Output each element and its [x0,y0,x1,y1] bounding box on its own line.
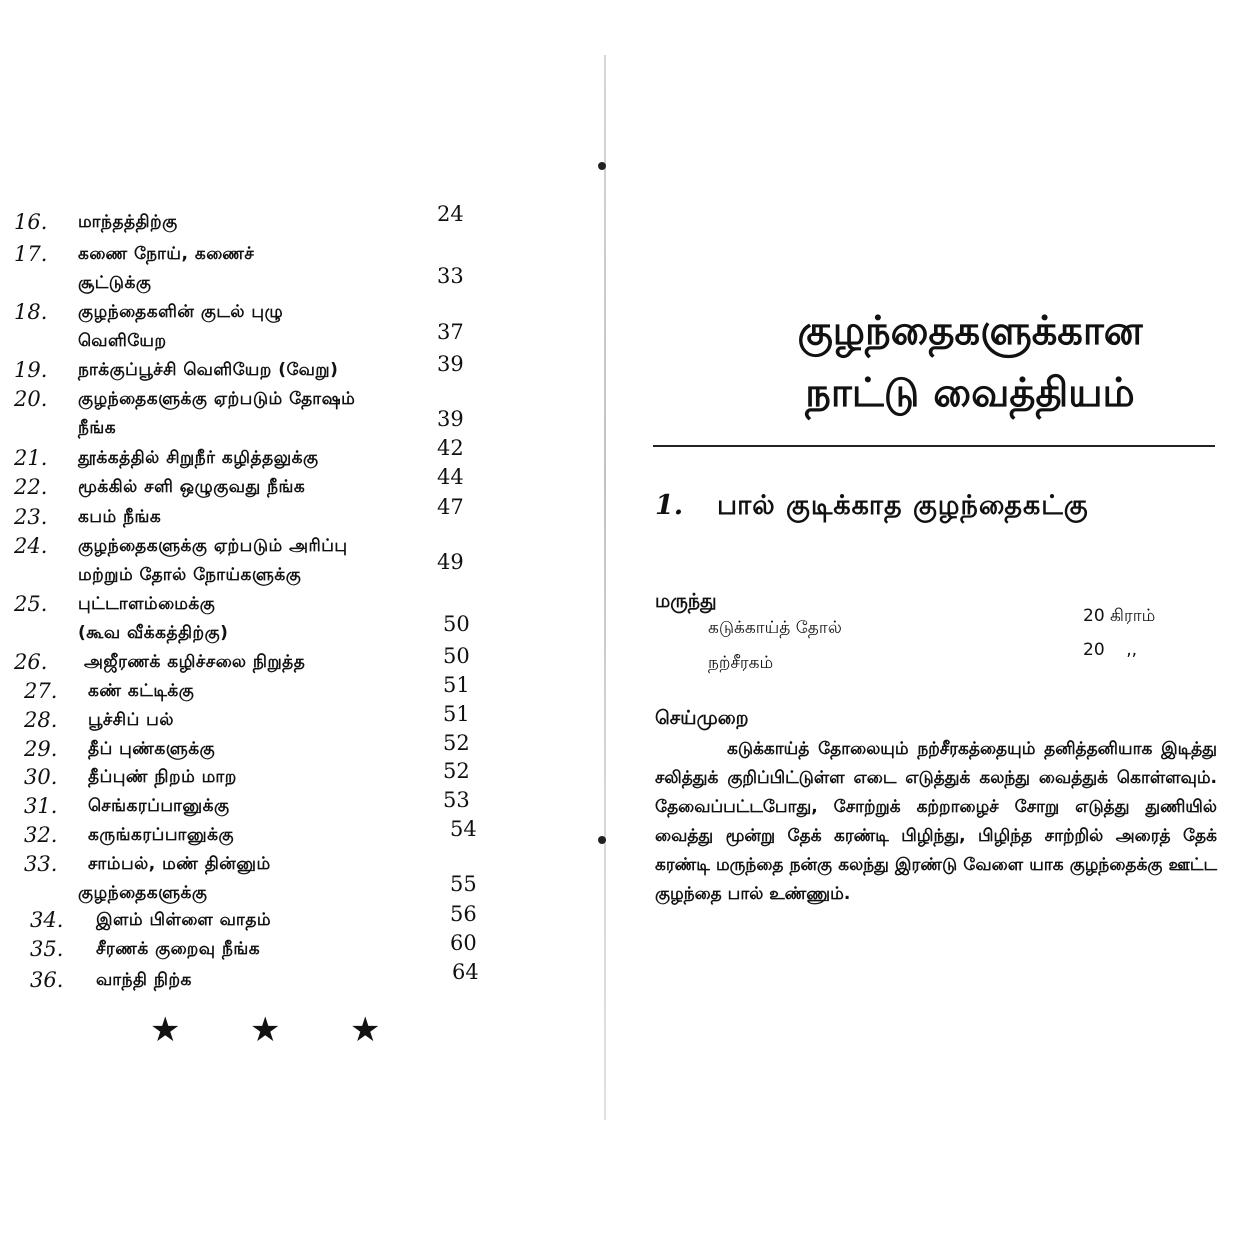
toc-title: கணை நோய், கணைச் [78,244,255,264]
toc-page-number: 64 [452,960,479,984]
toc-page-number: 37 [437,320,464,344]
toc-page-number: 47 [437,495,464,519]
toc-number: 19. [14,358,48,382]
toc-number: 33. [24,852,58,876]
toc-title-continued: குழந்தைகளுக்கு [78,883,208,903]
toc-number: 17. [14,242,48,266]
star-icon: ★ [250,1010,281,1050]
toc-title-continued: வெளியேற [78,331,167,351]
ingredient-name: கடுக்காய்த் தோல் [708,618,842,638]
binding-mark [598,836,606,844]
toc-title: கண் கட்டிக்கு [88,681,195,701]
method-heading: செய்முறை [655,707,749,729]
ingredient-quantity: 20 ,, [1083,640,1138,660]
toc-number: 28. [24,708,58,732]
toc-number: 35. [30,937,64,961]
toc-title-continued: (கூவ வீக்கத்திற்கு) [78,623,229,643]
right-page [610,0,1240,1240]
toc-number: 23. [14,505,48,529]
toc-number: 34. [30,908,64,932]
title-divider [653,445,1215,447]
toc-title: தீப் புண்களுக்கு [88,739,216,759]
toc-page-number: 33 [437,264,464,288]
book-title-line-2: நாட்டு வைத்தியம் [805,369,1135,416]
toc-page-number: 49 [437,550,464,574]
medicine-heading: மருந்து [655,590,717,612]
toc-page-number: 51 [443,702,470,726]
toc-title: குழந்தைகளுக்கு ஏற்படும் தோஷம் [78,389,356,409]
toc-title: குழந்தைகளுக்கு ஏற்படும் அரிப்பு [78,536,348,556]
toc-title: சீரணக் குறைவு நீங்க [96,939,261,959]
toc-title: இளம் பிள்ளை வாதம் [96,910,272,930]
toc-title: நாக்குப்பூச்சி வெளியேற (வேறு) [78,360,339,380]
toc-number: 31. [24,794,58,818]
ingredient-name: நற்சீரகம் [708,653,774,673]
toc-title: வாந்தி நிற்க [96,970,192,990]
toc-title: புட்டாளம்மைக்கு [78,594,216,614]
toc-page-number: 42 [437,436,464,460]
toc-page-number: 60 [450,931,477,955]
toc-page-number: 51 [443,673,470,697]
left-page [0,0,600,1240]
toc-number: 26. [14,650,48,674]
chapter-title: பால் குடிக்காத குழந்தைகட்கு [717,490,1089,521]
toc-page-number: 50 [443,612,470,636]
toc-page-number: 39 [437,352,464,376]
toc-number: 27. [24,679,58,703]
toc-title: மூக்கில் சளி ஒழுகுவது நீங்க [78,477,306,497]
star-icon: ★ [150,1010,181,1050]
toc-title: குழந்தைகளின் குடல் புழு [78,302,284,322]
toc-title: பூச்சிப் பல் [88,710,174,730]
toc-title: கபம் நீங்க [78,507,162,527]
page-gutter [604,55,606,1120]
binding-mark [598,162,606,170]
ingredient-quantity: 20 கிராம் [1083,606,1156,626]
toc-number: 21. [14,446,48,470]
toc-page-number: 50 [443,644,470,668]
toc-number: 16. [14,210,48,234]
toc-title: தூக்கத்தில் சிறுநீர் கழித்தலுக்கு [78,448,319,468]
toc-page-number: 56 [450,902,477,926]
toc-number: 18. [14,300,48,324]
toc-title: சாம்பல், மண் தின்னும் [88,854,271,874]
toc-number: 36. [30,968,64,992]
toc-title: செங்கரப்பானுக்கு [88,796,230,816]
toc-number: 30. [24,765,58,789]
toc-page-number: 44 [437,465,464,489]
toc-title-continued: நீங்க [78,418,117,438]
toc-title-continued: சூட்டுக்கு [78,273,152,293]
toc-number: 22. [14,475,48,499]
method-paragraph: கடுக்காய்த் தோலையும் நற்சீரகத்தையும் தனித்தனியாக இடித்து சலித்துக் குறிப்பிட்டுள்ள எடை எடுத்துக் கலந்து வைத்துக் கொள்ளவும். தேவைப்பட்டபோது, சோற்றுக் கற்றாழைச் சோறு எடுத்து துணியில் வைத்து மூன்று தேக் கரண்டி பிழிந்து, பிழிந்த சாற்றில் அரைத் தேக் கரண்டி மருந்தை நன்கு கலந்து இரண்டு வேளை யாக குழந்தைக்கு ஊட்ட குழந்தை பால் உண்ணும். [655,739,1217,904]
toc-page-number: 52 [443,759,470,783]
toc-page-number: 24 [437,202,464,226]
toc-number: 24. [14,534,48,558]
toc-number: 29. [24,737,58,761]
toc-title: தீப்புண் நிறம் மாற [88,767,237,787]
book-title-line-1: குழந்தைகளுக்கான [797,307,1143,354]
toc-number: 32. [24,823,58,847]
toc-page-number: 55 [450,872,477,896]
toc-page-number: 53 [443,788,470,812]
chapter-number: 1. [655,490,684,521]
toc-page-number: 39 [437,407,464,431]
toc-title: மாந்தத்திற்கு [78,212,178,232]
toc-title: கருங்கரப்பானுக்கு [88,825,234,845]
toc-number: 20. [14,387,48,411]
toc-page-number: 54 [450,817,477,841]
star-icon: ★ [350,1010,381,1050]
toc-title: அஜீரணக் கழிச்சலை நிறுத்த [84,652,306,672]
toc-page-number: 52 [443,731,470,755]
toc-title-continued: மற்றும் தோல் நோய்களுக்கு [78,565,302,585]
toc-number: 25. [14,592,48,616]
